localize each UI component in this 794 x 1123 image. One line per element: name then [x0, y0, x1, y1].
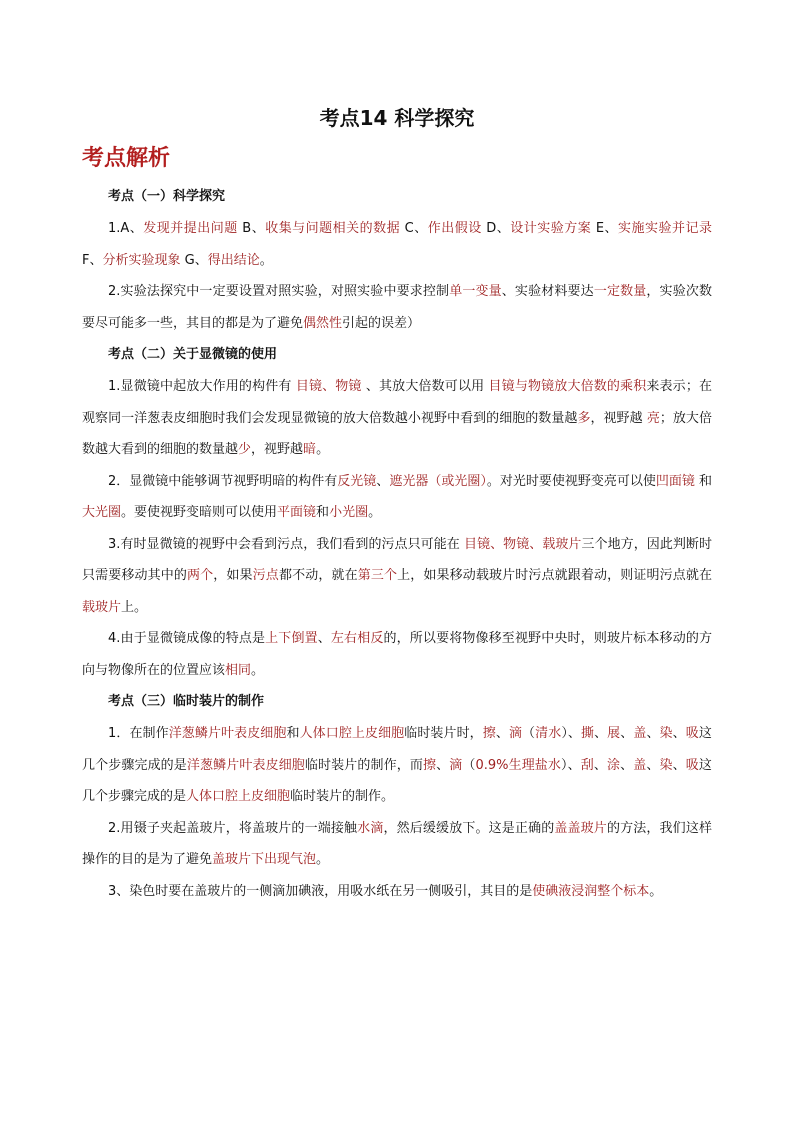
paragraph-text: （	[462, 757, 476, 773]
highlighted-answer: 污点	[252, 568, 279, 583]
highlighted-answer: 设计实验方案	[510, 221, 592, 236]
paragraph-text: ，然后缓缓放下。这是正确的	[383, 820, 555, 836]
paragraph-text: 。要使视野变暗则可以使用	[121, 505, 278, 520]
highlighted-answer: 上下倒置	[265, 631, 318, 646]
highlighted-answer: 反光镜	[337, 473, 377, 489]
paragraph	[82, 213, 712, 276]
paragraph-text: 和	[286, 726, 300, 741]
paragraph-text: ，视野越	[590, 410, 647, 426]
paragraph-text: 1.显微镜中起放大作用的构件有	[108, 379, 296, 394]
highlighted-answer: 一定数量	[593, 284, 647, 299]
paragraph-text: 、其放大倍数可以用	[361, 379, 489, 394]
highlighted-answer: 清水	[535, 726, 562, 741]
paragraph-text: 。	[368, 505, 382, 520]
highlighted-answer: 使碘液浸润整个标本	[532, 883, 650, 899]
highlighted-answer: 单一变量	[449, 284, 502, 299]
paragraph	[82, 529, 712, 624]
highlighted-answer: 人体口腔上皮细胞	[186, 789, 291, 804]
paragraph-text: 、	[646, 757, 660, 773]
highlighted-answer: 第三个	[357, 568, 398, 583]
paragraph-text: 2.用镊子夹起盖玻片，将盖玻片的一端接触	[108, 820, 358, 836]
paragraph-text: 、	[672, 757, 686, 773]
highlighted-answer: 两个	[187, 568, 214, 583]
document-content	[82, 181, 712, 907]
paragraph	[82, 813, 712, 876]
highlighted-answer: 载玻片	[82, 599, 122, 615]
paragraph-text: 。	[251, 662, 265, 678]
highlighted-answer: 发现并提出问题	[143, 221, 238, 236]
highlighted-answer: 大光圈	[82, 505, 122, 520]
highlighted-answer: 收集与问题相关的数据	[265, 221, 401, 236]
paragraph-text: 、实验材料要达	[501, 284, 594, 299]
paragraph-text: 的，所以要将物像移至视野中央时，则玻片标本移动的方向与物像所在的位置应该	[82, 631, 712, 678]
subsection-heading: 考点（一）科学探究	[108, 189, 226, 204]
paragraph-text: ）、	[561, 757, 581, 773]
highlighted-answer: 吸	[685, 757, 699, 773]
paragraph-text: G、	[180, 252, 208, 268]
section-title: 考点解析	[82, 146, 171, 171]
paragraph-text: 临时装片的制作。	[290, 789, 395, 804]
paragraph-text: E、	[591, 221, 619, 236]
paragraph-text: 、	[672, 726, 686, 741]
highlighted-answer: 擦	[422, 757, 437, 773]
paragraph-text: ）、	[561, 726, 581, 741]
paragraph-text: 、	[376, 473, 390, 489]
highlighted-answer: 平面镜	[277, 505, 317, 520]
highlighted-answer: 暗	[303, 442, 317, 457]
paragraph-text: 临时装片的制作，而	[304, 757, 423, 773]
paragraph-text: 、	[593, 757, 608, 773]
highlighted-answer: 作出假设	[427, 221, 482, 236]
highlighted-answer: 左右相反	[330, 631, 384, 646]
highlighted-answer: 吸	[685, 726, 699, 741]
highlighted-answer: 目镜与物镜放大倍数的乘积	[488, 379, 647, 394]
paragraph-text: 。	[316, 852, 330, 867]
highlighted-answer: 洋葱鳞片叶表皮细胞	[168, 726, 287, 741]
subsection-heading: 考点（三）临时装片的制作	[108, 694, 265, 709]
highlighted-answer: 洋葱鳞片叶表皮细胞	[186, 757, 305, 773]
paragraph-text: 引起的误差）	[342, 315, 421, 331]
paragraph-text: 1．在制作	[108, 726, 169, 741]
paragraph-text: 、	[646, 726, 660, 741]
paragraph-text: 、	[594, 726, 608, 741]
document-title: 考点14 科学探究	[319, 106, 475, 130]
paragraph-text: F、	[82, 252, 103, 268]
highlighted-answer: 相同	[225, 662, 252, 678]
highlighted-answer: 分析实验现象	[102, 252, 181, 268]
highlighted-answer: 人体口腔上皮细胞	[299, 726, 405, 741]
highlighted-answer: 亮	[646, 410, 660, 426]
subsection-heading: 考点（二）关于显微镜的使用	[108, 347, 278, 362]
paragraph-text: （	[522, 726, 536, 741]
paragraph-text: 临时装片时，	[404, 726, 483, 741]
paragraph-text: 、	[620, 726, 634, 741]
paragraph-text: D、	[481, 221, 511, 236]
highlighted-answer: 得出结论	[207, 252, 260, 268]
paragraph	[82, 623, 712, 686]
paragraph-text: 来表示；在观察同一洋葱表皮细胞时我们会发现显微镜的放大倍数越小视野中看到的细胞的数量越	[82, 379, 712, 426]
highlighted-answer: 展	[607, 726, 621, 741]
highlighted-answer: 小光圈	[329, 505, 369, 520]
highlighted-answer: 目镜、物镜、载玻片	[464, 536, 582, 552]
paragraph-text: C、	[400, 221, 428, 236]
highlighted-answer: 实施实验并记录	[618, 221, 712, 236]
paragraph-text: 和	[694, 473, 712, 489]
paragraph-text: 都不动，就在	[278, 568, 358, 583]
paragraph-text: 4.由于显微镜成像的特点是	[108, 631, 266, 646]
paragraph-text: 、	[436, 757, 450, 773]
paragraph	[82, 276, 712, 339]
paragraph	[82, 876, 712, 908]
paragraph-text: 、	[317, 631, 331, 646]
paragraph-text: 、	[620, 757, 634, 773]
paragraph-text: 上，如果移动载玻片时污点就跟着动，则证明污点就在	[397, 568, 712, 583]
paragraph-text: 这几个步骤完成的是	[82, 726, 712, 773]
highlighted-answer: 多	[577, 410, 591, 426]
highlighted-answer: 刮	[580, 757, 594, 773]
highlighted-answer: 遮光器（或光圈）	[389, 473, 487, 489]
paragraph-text: ；放大倍数越大看到的细胞的数量越	[82, 410, 712, 457]
paragraph-text: 3、染色时要在盖玻片的一侧滴加碘液，用吸水纸在另一侧吸引，其目的是	[108, 883, 533, 899]
highlighted-answer: 染	[659, 757, 673, 773]
highlighted-answer: 涂	[607, 757, 621, 773]
highlighted-answer: 盖盖玻片	[554, 820, 607, 836]
paragraph-text: 、	[495, 726, 509, 741]
paragraph-text: ，实验次数要尽可能多一些，其目的都是为了避免	[82, 284, 712, 331]
highlighted-answer: 滴	[508, 726, 523, 741]
paragraph	[82, 466, 712, 529]
highlighted-answer: 盖	[633, 726, 647, 741]
highlighted-answer: 滴	[449, 757, 463, 773]
paragraph-text: 。	[649, 883, 663, 899]
paragraph-text: 。	[259, 252, 273, 268]
paragraph-text: 。对光时要使视野变亮可以使	[486, 473, 656, 489]
paragraph-text: 上。	[121, 599, 148, 615]
paragraph-text: 这几个步骤完成的是	[82, 757, 712, 804]
paragraph-text: 的方法，我们这样操作的目的是为了避免	[82, 820, 712, 867]
highlighted-answer: 少	[238, 442, 252, 457]
paragraph-text: 2.实验法探究中一定要设置对照实验，对照实验中要求控制	[108, 284, 450, 299]
paragraph-text: 和	[316, 505, 330, 520]
highlighted-answer: 目镜、物镜	[295, 379, 362, 394]
highlighted-answer: 凹面镜	[655, 473, 695, 489]
paragraph-text: 3.有时显微镜的视野中会看到污点，我们看到的污点只可能在	[108, 536, 465, 552]
paragraph-text: 三个地方，因此判断时只需要移动其中的	[82, 536, 712, 583]
paragraph-text: B、	[237, 221, 266, 236]
highlighted-answer: 撕	[580, 726, 595, 741]
highlighted-answer: 擦	[482, 726, 496, 741]
paragraph-text: 。	[316, 442, 330, 457]
highlighted-answer: 盖玻片下出现气泡	[212, 852, 317, 867]
highlighted-answer: 盖	[633, 757, 647, 773]
paragraph-text: ，视野越	[251, 442, 304, 457]
highlighted-answer: 偶然性	[303, 315, 343, 331]
paragraph	[82, 718, 712, 813]
paragraph	[82, 371, 712, 466]
highlighted-answer: 水滴	[357, 820, 384, 836]
paragraph-text: 1.A、	[108, 221, 144, 236]
highlighted-answer: 0.9%生理盐水	[475, 757, 562, 773]
highlighted-answer: 染	[659, 726, 673, 741]
paragraph-text: 2．显微镜中能够调节视野明暗的构件有	[108, 473, 338, 489]
paragraph-text: ，如果	[213, 568, 253, 583]
